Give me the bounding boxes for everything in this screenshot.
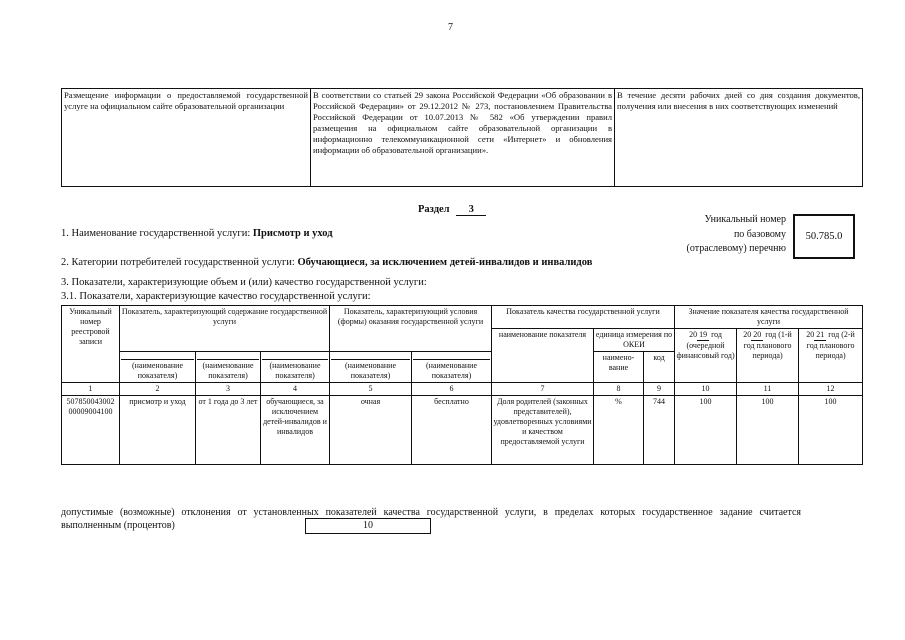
header-sub-indicator: (наименование показателя) bbox=[330, 352, 412, 383]
cell-form: очная bbox=[330, 396, 412, 465]
info-cell-content: В соответствии со статьей 29 закона Российской Федерации «Об образовании в Российской Федерации» от 29.12.2012 № 273, постановлением Правительства Российской Федерации от 10.07.2013 № 582 «Об утверждении правил размещения на официальном сайте образовательной организации в информационно телекоммуникационной сети «Интернет» и обновления информации об образовательной организации». bbox=[311, 89, 615, 187]
column-number: 10 bbox=[675, 383, 737, 396]
cell-unique-number: 507850043002 00009004100 bbox=[62, 396, 120, 465]
table-row bbox=[62, 89, 863, 187]
service-name-line bbox=[61, 228, 333, 239]
deviation-text: допустимые (возможные) отклонения от установленных показателей качества государственной услуги, в пределах которых государственное задание считается выполненным (процентов) bbox=[61, 507, 801, 531]
header-indicator-name: наименование показателя bbox=[492, 329, 594, 383]
cell-content-2: от 1 года до 3 лет bbox=[196, 396, 261, 465]
service-name-label: 1. Наименование государственной услуги: bbox=[61, 228, 253, 239]
column-number-row bbox=[62, 383, 863, 396]
column-number: 4 bbox=[261, 383, 330, 396]
header-unit-code: код bbox=[644, 352, 675, 383]
cell-value-year1: 100 bbox=[675, 396, 737, 465]
header-conditions: Показатель, характеризующий условия (формы) оказания государственной услуги bbox=[330, 306, 492, 329]
unique-number-box: 50.785.0 bbox=[793, 214, 855, 259]
consumer-category-line bbox=[61, 257, 592, 268]
column-number: 1 bbox=[62, 383, 120, 396]
cell-indicator-name: Доля родителей (законных представителей), удовлетворенных условиями и качеством предоставляемой услуги bbox=[492, 396, 594, 465]
unique-number-label bbox=[660, 213, 786, 257]
header-value: Значение показателя качества государственной услуги bbox=[675, 306, 863, 329]
header-sub-indicator: (наименование показателя) bbox=[120, 352, 196, 383]
table-row bbox=[62, 396, 863, 465]
header-year3: 20 21 год (2-й год планового периода) bbox=[799, 329, 863, 383]
column-number: 8 bbox=[594, 383, 644, 396]
header-sub-indicator: (наименование показателя) bbox=[412, 352, 492, 383]
header-sub-indicator: (наименование показателя) bbox=[261, 352, 330, 383]
consumer-category-value: Обучающиеся, за исключением детей-инвалидов и инвалидов bbox=[297, 257, 593, 268]
cell-payment: бесплатно bbox=[412, 396, 492, 465]
column-number: 5 bbox=[330, 383, 412, 396]
unique-number-line1: Уникальный номер bbox=[704, 214, 786, 225]
quality-indicators-table bbox=[61, 305, 863, 465]
column-number: 12 bbox=[799, 383, 863, 396]
section-label: Раздел bbox=[418, 204, 450, 215]
cell-unit-code: 744 bbox=[644, 396, 675, 465]
header-spacer bbox=[330, 329, 492, 352]
table-header-row bbox=[62, 306, 863, 329]
column-number: 7 bbox=[492, 383, 594, 396]
section-number: 3 bbox=[456, 204, 486, 216]
column-number: 2 bbox=[120, 383, 196, 396]
info-cell-method: Размещение информации о предоставляемой государственной услуге на официальном сайте образовательной организации bbox=[62, 89, 311, 187]
column-number: 3 bbox=[196, 383, 261, 396]
header-unit-name: наимено-вание bbox=[594, 352, 644, 383]
column-number: 11 bbox=[737, 383, 799, 396]
column-number: 6 bbox=[412, 383, 492, 396]
service-name-value: Присмотр и уход bbox=[252, 228, 333, 239]
header-unit: единица измерения по ОКЕИ bbox=[594, 329, 675, 352]
header-unique-number: Уникальный номер реестровой записи bbox=[62, 306, 120, 383]
indicators-heading: 3. Показатели, характеризующие объем и (или) качество государственной услуги: bbox=[61, 277, 427, 288]
header-sub-indicator: (наименование показателя) bbox=[196, 352, 261, 383]
header-content: Показатель, характеризующий содержание государственной услуги bbox=[120, 306, 330, 329]
page-number: 7 bbox=[448, 22, 453, 33]
header-year2: 20 20 год (1-й год планового периода) bbox=[737, 329, 799, 383]
section-heading bbox=[418, 204, 486, 216]
quality-indicators-heading: 3.1. Показатели, характеризующие качество государственной услуги: bbox=[61, 291, 371, 302]
header-year1: 20 19 год (очередной финансовый год) bbox=[675, 329, 737, 383]
info-placement-table bbox=[61, 88, 863, 187]
column-number: 9 bbox=[644, 383, 675, 396]
cell-unit-name: % bbox=[594, 396, 644, 465]
unique-number-line2: по базовому bbox=[733, 228, 786, 240]
deviation-value-box: 10 bbox=[305, 518, 431, 534]
unique-number-line3: (отраслевому) перечню bbox=[686, 243, 786, 254]
header-quality: Показатель качества государственной услуги bbox=[492, 306, 675, 329]
table-header-row bbox=[62, 329, 863, 352]
info-cell-frequency: В течение десяти рабочих дней со дня создания документов, получения или внесения в них соответствующих изменений bbox=[615, 89, 863, 187]
header-spacer bbox=[120, 329, 330, 352]
cell-value-year3: 100 bbox=[799, 396, 863, 465]
cell-value-year2: 100 bbox=[737, 396, 799, 465]
cell-content-1: присмотр и уход bbox=[120, 396, 196, 465]
cell-content-3: обучающиеся, за исключением детей-инвалидов и инвалидов bbox=[261, 396, 330, 465]
consumer-category-label: 2. Категории потребителей государственной услуги: bbox=[61, 257, 298, 268]
